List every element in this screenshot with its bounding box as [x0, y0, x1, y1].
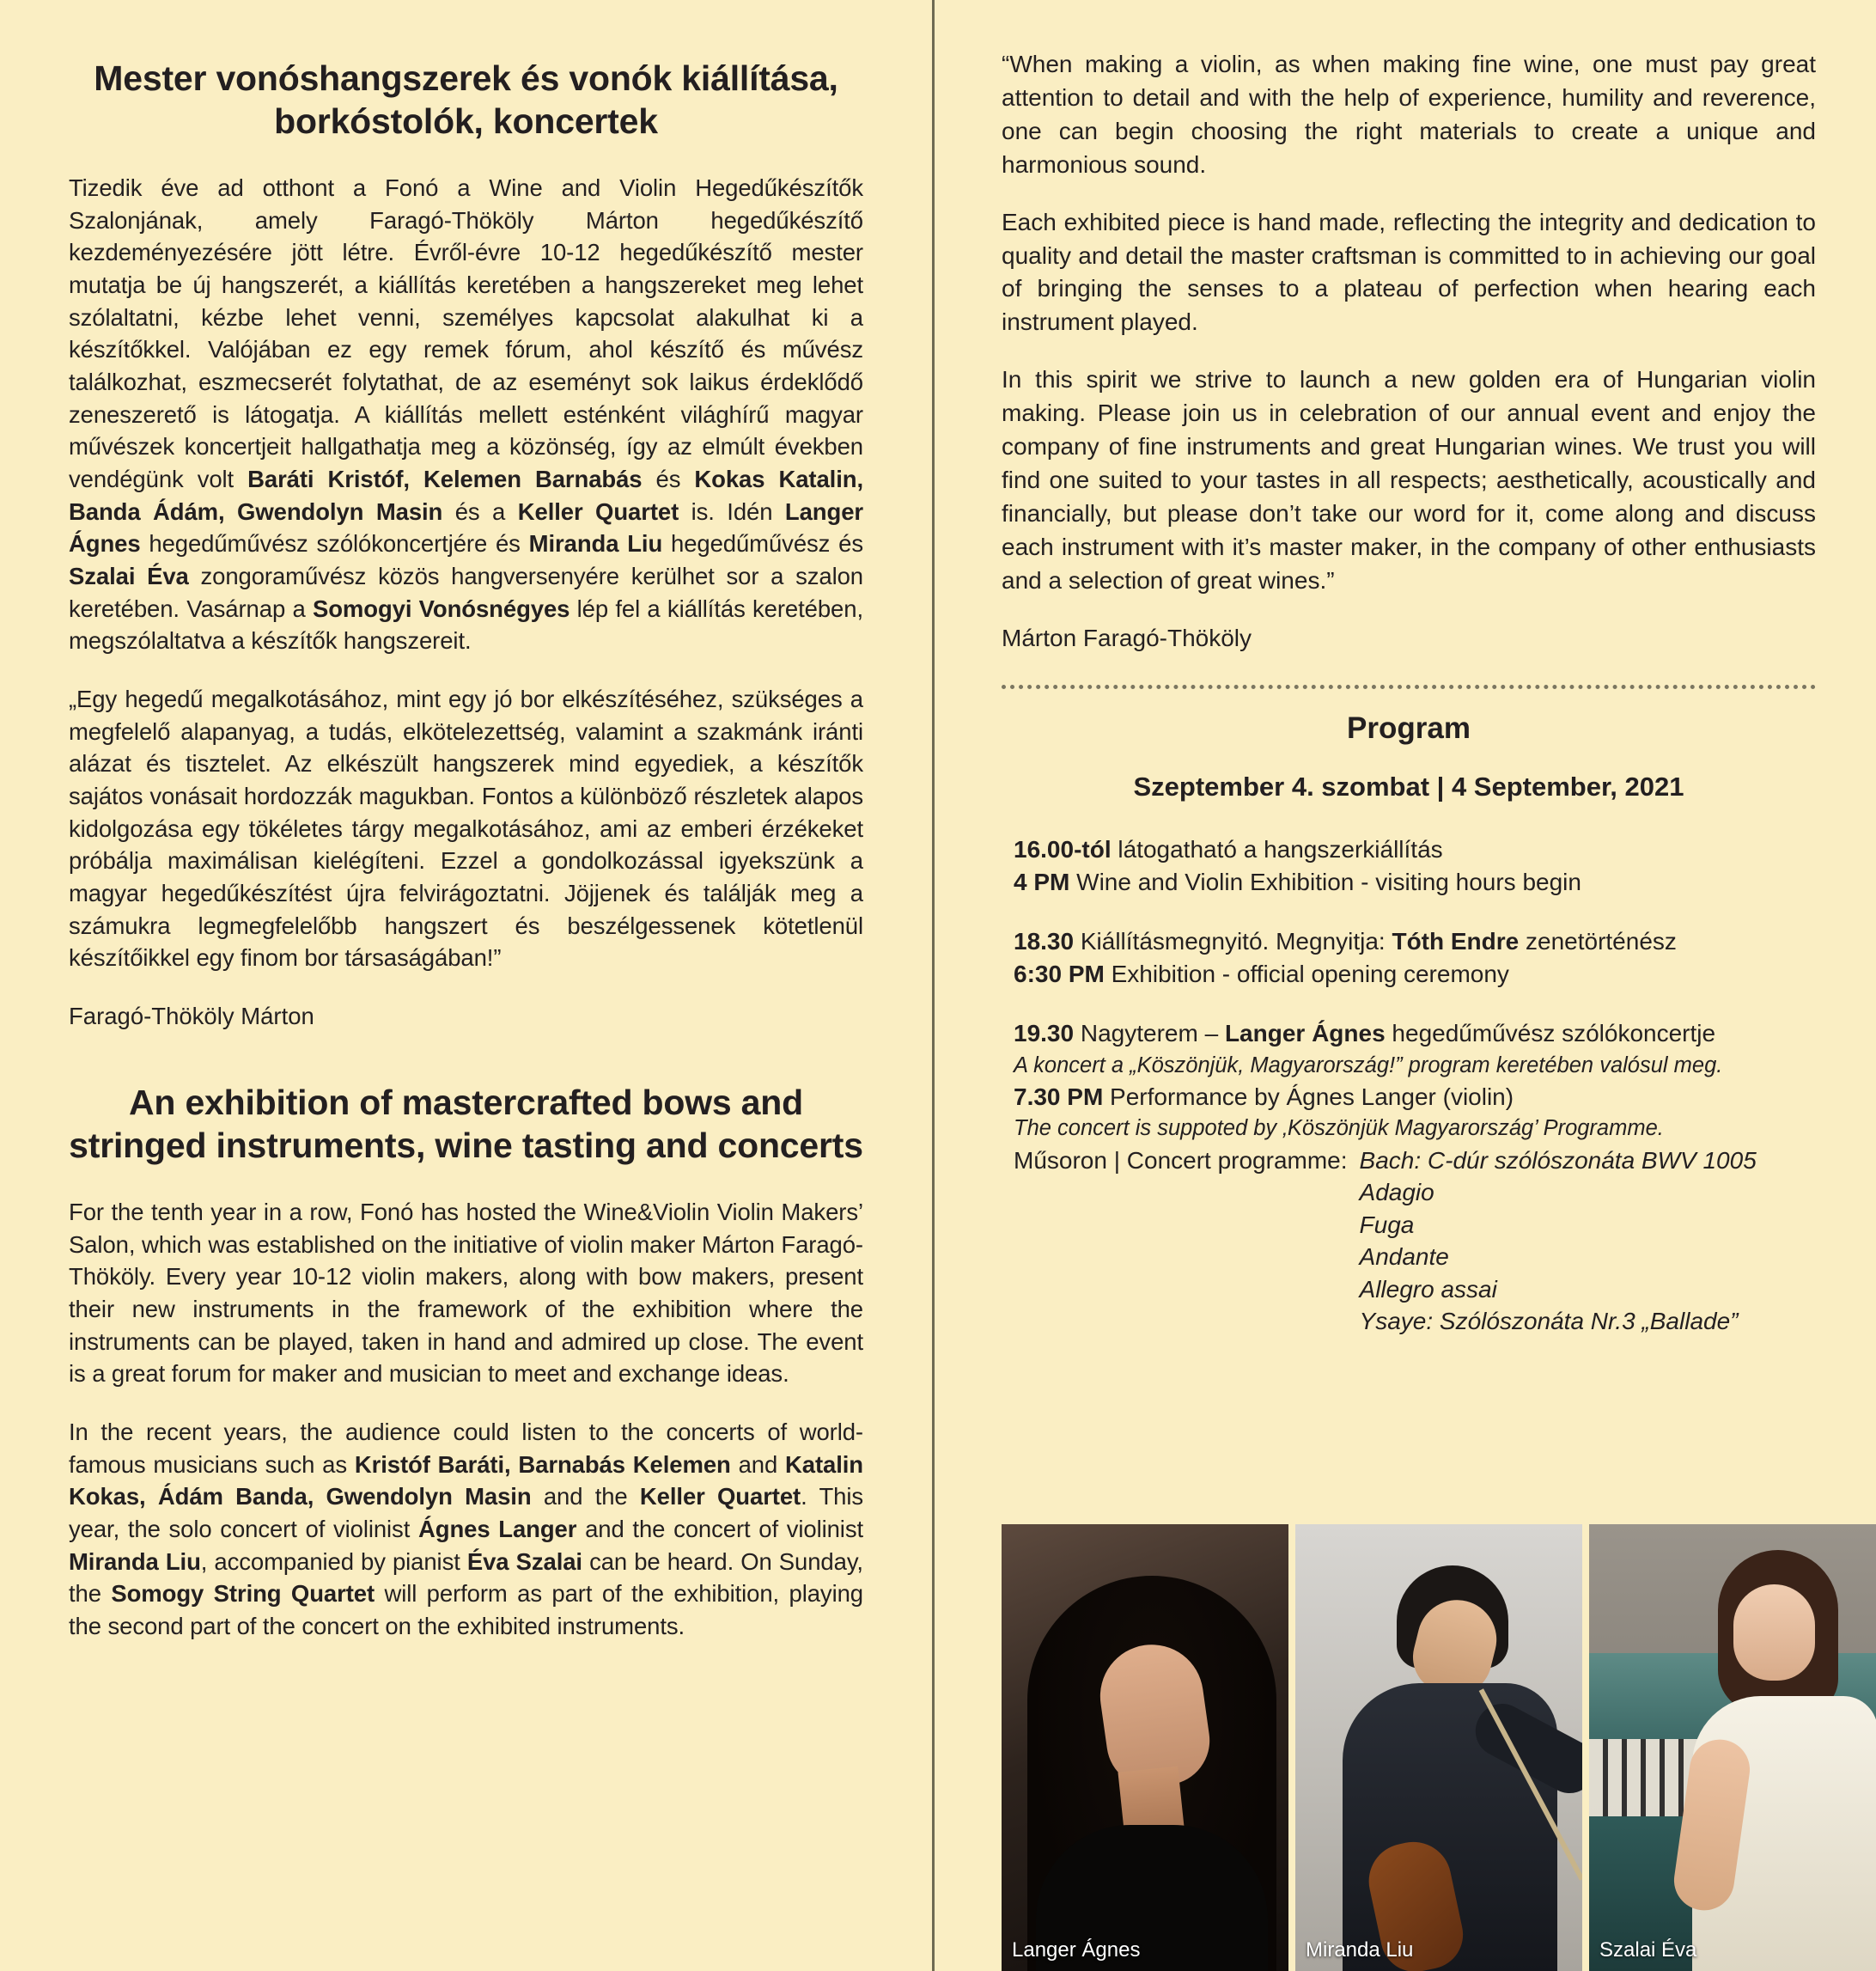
artist-names-en-7: Somogy String Quartet	[111, 1580, 375, 1608]
concert-programme-row	[1014, 1144, 1816, 1338]
conn-2: és a	[442, 497, 518, 525]
program-item-3-hu-name: Langer Ágnes	[1224, 1020, 1386, 1047]
quote-paragraph-2: Each exhibited piece is hand made, reflecting the integrity and dedication to quality and detail the master craftsman is committed to in achieving our goal of bringing the senses to a plateau of perfection when hearing each instrument played.	[1002, 208, 1816, 336]
photo-miranda-liu	[1295, 1524, 1582, 1971]
program-item-3-en-name: Ágnes Langer	[1286, 1083, 1436, 1110]
concert-programme-list	[1348, 1144, 1757, 1338]
program-item-2-en-time: 6:30 PM	[1014, 961, 1105, 988]
program-item-2-en-text: Exhibition - official opening ceremony	[1104, 961, 1509, 988]
programme-work-1: Bach: C-dúr szólószonáta BWV 1005	[1359, 1146, 1757, 1174]
paragraph-en-2	[69, 1416, 863, 1643]
program-item-2-hu-time: 18.30	[1014, 927, 1075, 955]
conn-en-2: and the	[531, 1483, 640, 1510]
paragraph-hu-1-text: Tizedik éve ad otthont a Fonó a Wine and Violin Hegedűkészítők Szalonjának, amely Faragó-Thököly Márton hegedűkészítő kezdeményezésére jött létre. Évről-évre 10-12 hegedűkészítő mester mutatja be új hangszerét, a kiállítás keretében a hangszereket meg lehet szólaltatni, kézbe lehet venni, személyes kapcsolat alakulhat ki a készítőkkel. Valójában ez egy remek fórum, ahol készítő és művész találkozhat, eszmecserét folytathat, de az eseményt sok laikus érdeklődő zeneszerető is látogatja. A kiállítás mellett esténként világhírű magyar művészek koncertjeit hallgathatja meg a közönség, így az elmúlt években vendégünk volt	[69, 174, 863, 493]
photo-szalai-eva	[1589, 1524, 1876, 1971]
paragraph-en-2-end: will perform as part of the exhibition, playing the second part of the concert on the exhibited instruments.	[69, 1580, 863, 1639]
dotted-divider	[1002, 685, 1816, 689]
conn-4: hegedűművész szólókoncertjére és	[140, 530, 529, 558]
program-heading: Program	[1347, 711, 1471, 745]
program-item-3-hu-text2: hegedűművész szólókoncertje	[1385, 1020, 1716, 1047]
program-item-3-hu-note: A koncert a „Köszönjük, Magyarország!” program keretében valósul meg.	[1014, 1053, 1723, 1077]
program-item-3-hu-text: Nagyterem –	[1074, 1020, 1225, 1047]
program-item-3-en-text2: (violin)	[1435, 1083, 1514, 1110]
artist-names-en-5: Miranda Liu	[69, 1547, 201, 1575]
program-item-1-en-time: 4 PM	[1014, 869, 1070, 896]
artist-names-en-1: Kristóf Baráti, Barnabás Kelemen	[354, 1450, 731, 1478]
photo-caption-1: Langer Ágnes	[1012, 1938, 1141, 1962]
program-item-3	[1002, 1017, 1816, 1338]
photo3-face-shape	[1733, 1584, 1815, 1681]
program-item-2-hu-text: Kiállításmegnyitó. Megnyitja:	[1074, 927, 1392, 955]
artist-names-4: Langer Ágnes	[69, 497, 863, 558]
program-item-3-en	[1014, 1081, 1816, 1114]
quote-paragraph-1: “When making a violin, as when making fine wine, one must pay great attention to detail and with the help of experience, humility and reverence, one can begin choosing the right materials to create a unique and harmonious sound.	[1002, 51, 1816, 178]
program-item-2-hu-text2: zenetörténész	[1519, 927, 1677, 955]
photo-caption-2: Miranda Liu	[1306, 1938, 1414, 1962]
paragraph-hu-1	[69, 172, 863, 657]
program-item-1-hu-text: látogatható a hangszerkiállítás	[1111, 835, 1443, 863]
program-item-2-hu	[1014, 925, 1816, 959]
program-item-1-hu-time: 16.00-tól	[1014, 835, 1112, 863]
artist-names-en-3: Keller Quartet	[639, 1483, 801, 1510]
conn-en-6: can be heard. On Sunday, the	[69, 1547, 863, 1608]
paragraph-en-2-start: In the recent years, the audience could listen to the concerts of world-famous musicians such as	[69, 1418, 863, 1478]
photo-strip	[1002, 1524, 1876, 1971]
paragraph-hu-2: „Egy hegedű megalkotásához, mint egy jó bor elkészítéséhez, szükséges a megfelelő alapanyag, a tudás, elkötelezettség, valamint a szakmánk iránti alázat és tisztelet. Az elkészült hangszerek mind egyediek, a készítők sajátos vonásait hordozzák magukban. Fontos a különböző részletek alapos kidolgozása egy tökéletes tárgy megalkotásához, ami az emberi érzékeket próbálja maximálisan kielégíteni. Ezzel a gondolkozással igyekszünk a magyar hegedűkészítést újra felvirágoztatni. Jöjjenek és találják meg a számukra legmegfelelőbb hangszert és beszélgessenek kötetlenül készítőikkel egy finom bor társaságában!”	[69, 686, 863, 972]
quote-block	[1002, 48, 1816, 656]
program-item-3-en-text: Performance by	[1103, 1083, 1287, 1110]
conn-5: hegedűművész és	[662, 530, 864, 558]
signature-en: Márton Faragó-Thököly	[1002, 624, 1252, 651]
concert-programme-label: Műsoron | Concert programme:	[1014, 1146, 1348, 1174]
artist-names-en-4: Ágnes Langer	[417, 1515, 577, 1542]
artist-names-5: Miranda Liu	[528, 530, 663, 558]
program-item-2	[1002, 925, 1816, 992]
programme-work-6: Ysaye: Szólószonáta Nr.3 „Ballade”	[1359, 1308, 1739, 1335]
paragraph-hu-1-end: lép fel a kiállítás keretében, megszólaltatva a készítők hangszereit.	[69, 595, 863, 655]
artist-names-1: Baráti Kristóf, Kelemen Barnabás	[247, 466, 643, 493]
conn-en-5: , accompanied by pianist	[200, 1547, 467, 1575]
page-title-en: An exhibition of mastercrafted bows and stringed instruments, wine tasting and concerts	[69, 1082, 863, 1165]
page-title-hu: Mester vonóshangszerek és vonók kiállítása, borkóstolók, koncertek	[94, 58, 838, 142]
conn-en-4: and the concert of violinist	[576, 1515, 864, 1542]
program-item-1	[1002, 833, 1816, 900]
program-item-3-hu-time: 19.30	[1014, 1020, 1075, 1047]
programme-work-2: Adagio	[1359, 1179, 1434, 1206]
program-item-1-hu	[1014, 833, 1816, 867]
program-item-2-hu-name: Tóth Endre	[1392, 927, 1520, 955]
left-column	[0, 0, 932, 1971]
conn-3: is. Idén	[679, 497, 785, 525]
program-item-1-en	[1014, 866, 1816, 900]
conn-en-1: and	[730, 1450, 786, 1478]
quote-paragraph-3: In this spirit we strive to launch a new golden era of Hungarian violin making. Please join us in celebration of our annual event and enjoy the company of fine instruments and great Hungarian wines. We trust you will find one suited to your tastes in all respects; aesthetically, acoustically and financially, but please don’t take our word for it, come along and discuss each instrument with it’s master maker, in the company of other enthusiasts and a selection of great wines.”	[1002, 366, 1816, 594]
artist-names-7: Somogyi Vonósnégyes	[312, 595, 570, 622]
program-item-3-en-note: The concert is suppoted by ‚Köszönjük Magyarország’ Programme.	[1014, 1116, 1664, 1141]
photo-caption-3: Szalai Éva	[1599, 1938, 1697, 1962]
program-date: Szeptember 4. szombat | 4 September, 2021	[1133, 771, 1684, 802]
program-item-3-hu	[1014, 1017, 1816, 1051]
program-item-2-en	[1014, 958, 1816, 992]
programme-work-4: Andante	[1359, 1243, 1449, 1271]
conn-1: és	[642, 466, 695, 493]
artist-names-en-6: Éva Szalai	[466, 1547, 582, 1575]
artist-names-2: Kokas Katalin, Banda Ádám, Gwendolyn Masin	[69, 466, 863, 525]
artist-names-3: Keller Quartet	[517, 497, 679, 525]
artist-names-en-2: Katalin Kokas, Ádám Banda, Gwendolyn Masin	[69, 1450, 864, 1510]
programme-work-3: Fuga	[1359, 1211, 1415, 1238]
paragraph-en-1: For the tenth year in a row, Fonó has hosted the Wine&Violin Violin Makers’ Salon, which was established on the initiative of violin maker Márton Faragó-Thököly. Every year 10-12 violin makers, along with bow makers, present their new instruments in the framework of the exhibition where the instruments can be played, taken in hand and admired up close. The event is a great forum for maker and musician to meet and exchange ideas.	[69, 1198, 863, 1388]
right-column	[935, 0, 1876, 1971]
program-item-1-en-text: Wine and Violin Exhibition - visiting hours begin	[1069, 869, 1581, 896]
signature-hu: Faragó-Thököly Márton	[69, 1003, 314, 1030]
conn-en-3: . This year, the solo concert of violinist	[69, 1483, 864, 1542]
programme-work-5: Allegro assai	[1359, 1275, 1497, 1303]
artist-names-6: Szalai Éva	[69, 563, 189, 590]
program-item-3-en-time: 7.30 PM	[1014, 1083, 1104, 1110]
photo-langer-agnes	[1002, 1524, 1288, 1971]
conn-6: zongoraművész közös hangversenyére kerülhet sor a szalon keretében. Vasárnap a	[69, 563, 863, 622]
